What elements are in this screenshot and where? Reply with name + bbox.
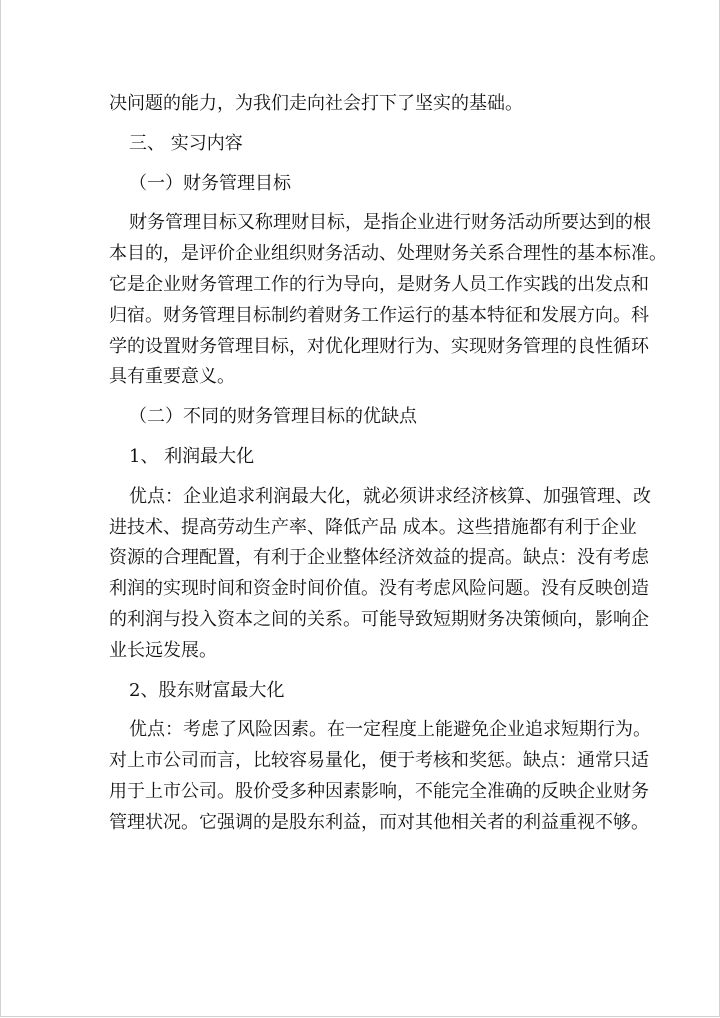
text-line: 资源的合理配置，有利于企业整体经济效益的提高。缺点：没有考虑: [109, 547, 649, 569]
text-line: 1、 利润最大化: [129, 445, 255, 467]
paragraph: [109, 208, 667, 393]
text-line: 业长远发展。: [109, 639, 217, 661]
text-line: 它是企业财务管理工作的行为导向，是财务人员工作实践的出发点和: [109, 273, 649, 295]
text-line: （二）不同的财务管理目标的优缺点: [129, 406, 417, 428]
text-line: 利润的实现时间和资金时间价值。没有考虑风险问题。没有反映创造: [109, 578, 649, 600]
document-body: [109, 89, 667, 848]
paragraph: [109, 482, 651, 667]
text-line: 决问题的能力，为我们走向社会打下了坚实的基础。: [109, 93, 523, 114]
paragraph: [109, 169, 614, 200]
text-line: 优点：企业追求利润最大化，就必须讲求经济核算、加强管理、改: [129, 485, 651, 507]
text-line: 管理状况。它强调的是股东利益，而对其他相关者的利益重视不够。: [109, 811, 649, 833]
text-line: 本目的，是评价企业组织财务活动、处理财务关系合理性的基本标准。: [109, 243, 667, 265]
text-line: 进技术、提高劳动生产率、降低产品 成本。这些措施都有利于企业: [109, 516, 637, 538]
text-line: （一）财务管理目标: [129, 172, 291, 194]
paragraph: [109, 442, 614, 473]
text-line: 学的设置财务管理目标，对优化理财行为、实现财务管理的良性循环: [109, 335, 649, 357]
text-line: 的利润与投入资本之间的关系。可能导致短期财务决策倾向，影响企: [109, 608, 649, 630]
text-line: 归宿。财务管理目标制约着财务工作运行的基本特征和发展方向。科: [109, 304, 649, 326]
text-line: 用于上市公司。股价受多种因素影响，不能完全准确的反映企业财务: [109, 780, 649, 802]
text-line: 财务管理目标又称理财目标，是指企业进行财务活动所要达到的根: [129, 212, 651, 234]
paragraph: [109, 129, 614, 160]
text-line: 2、股东财富最大化: [129, 679, 285, 701]
text-line: 三、 实习内容: [129, 132, 243, 154]
text-line: 具有重要意义。: [109, 366, 235, 388]
paragraph: [109, 402, 614, 433]
paragraph: [109, 676, 614, 707]
paragraph: [109, 89, 614, 120]
paragraph: [109, 715, 651, 838]
text-line: 对上市公司而言，比较容易量化，便于考核和奖惩。缺点：通常只适: [109, 750, 649, 772]
text-line: 优点：考虑了风险因素。在一定程度上能避免企业追求短期行为。: [129, 719, 651, 741]
